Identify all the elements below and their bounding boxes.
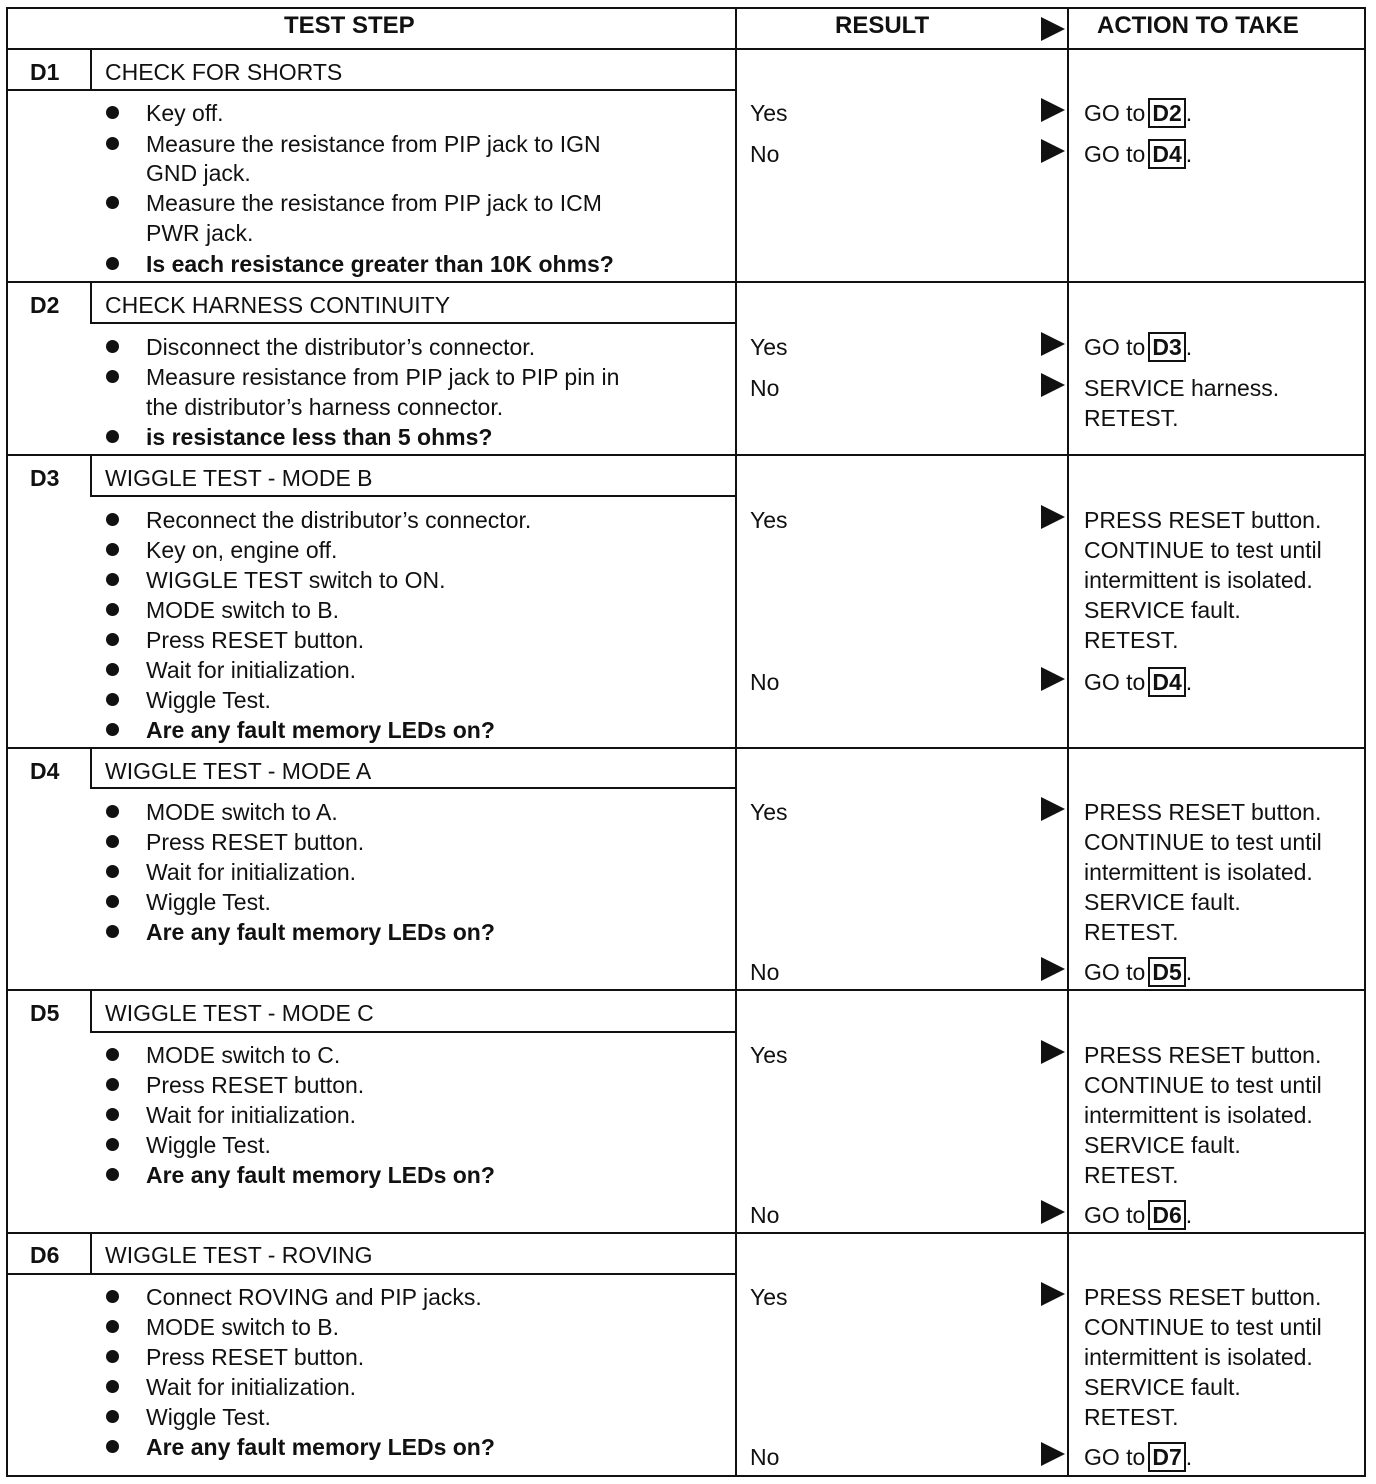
row-divider-d5 (6, 989, 1366, 991)
column-divider-result (735, 7, 737, 1477)
action-yes-d1 (1084, 100, 1192, 127)
bullet-icon (106, 693, 119, 706)
code-divider-d2 (90, 282, 92, 322)
table-border-right (1364, 7, 1366, 1477)
bullet-icon (106, 663, 119, 676)
step-code-d4: D4 (30, 758, 60, 784)
step-d5-item-3: Wait for initialization. (146, 1102, 357, 1128)
step-ref-d2[interactable]: D2 (1148, 98, 1185, 128)
step-d1-item-2-cont: GND jack. (146, 160, 251, 186)
result-yes-d1: Yes (750, 100, 788, 126)
bullet-icon (106, 137, 119, 150)
action-no-d4 (1084, 959, 1192, 986)
result-no-d1: No (750, 141, 780, 167)
result-yes-d3: Yes (750, 507, 788, 533)
action-no-d3 (1084, 669, 1192, 696)
bullet-icon (106, 1078, 119, 1091)
arrow-right-icon (1041, 1282, 1065, 1306)
step-d2-item-2-cont: the distributor’s harness connector. (146, 394, 504, 420)
step-d3-item-6: Wait for initialization. (146, 657, 357, 683)
bullet-icon (106, 895, 119, 908)
step-d1-question: Is each resistance greater than 10K ohms? (146, 251, 614, 277)
header-action: ACTION TO TAKE (1097, 12, 1299, 39)
arrow-right-icon (1041, 139, 1065, 163)
title-underline-d5 (90, 1031, 735, 1033)
step-d2-question: is resistance less than 5 ohms? (146, 424, 493, 450)
arrow-right-icon (1041, 332, 1065, 356)
arrow-right-icon (1041, 1442, 1065, 1466)
action-yes-d5-line-5: RETEST. (1084, 1162, 1179, 1188)
title-underline-d6 (6, 1273, 735, 1275)
arrow-right-icon (1041, 957, 1065, 981)
bullet-icon (106, 603, 119, 616)
result-no-d3: No (750, 669, 780, 695)
step-d5-item-4: Wiggle Test. (146, 1132, 271, 1158)
action-yes-d4-line-3: intermittent is isolated. (1084, 859, 1313, 885)
bullet-icon (106, 430, 119, 443)
step-d4-item-3: Wait for initialization. (146, 859, 357, 885)
bullet-icon (106, 1440, 119, 1453)
step-ref-d4[interactable]: D4 (1148, 667, 1185, 697)
bullet-icon (106, 723, 119, 736)
step-code-d3: D3 (30, 465, 60, 491)
step-d4-item-2: Press RESET button. (146, 829, 365, 855)
bullet-icon (106, 1048, 119, 1061)
step-d6-item-2: MODE switch to B. (146, 1314, 339, 1340)
action-text: GO to (1084, 669, 1146, 695)
step-d3-item-5: Press RESET button. (146, 627, 365, 653)
result-no-d2: No (750, 375, 780, 401)
action-yes-d5-line-4: SERVICE fault. (1084, 1132, 1241, 1158)
bullet-icon (106, 1380, 119, 1393)
step-title-d1: CHECK FOR SHORTS (105, 59, 343, 85)
arrow-right-icon (1041, 667, 1065, 691)
step-d5-item-1: MODE switch to C. (146, 1042, 341, 1068)
step-title-d2: CHECK HARNESS CONTINUITY (105, 292, 451, 318)
bullet-icon (106, 805, 119, 818)
action-yes-d6-line-5: RETEST. (1084, 1404, 1179, 1430)
bullet-icon (106, 196, 119, 209)
bullet-icon (106, 925, 119, 938)
step-d6-item-4: Wait for initialization. (146, 1374, 357, 1400)
bullet-icon (106, 1320, 119, 1333)
action-period: . (1185, 334, 1193, 360)
action-yes-d6-line-1: PRESS RESET button. (1084, 1284, 1322, 1310)
column-divider-action (1067, 7, 1069, 1477)
action-yes-d2 (1084, 334, 1192, 361)
step-code-d2: D2 (30, 292, 60, 318)
bullet-icon (106, 573, 119, 586)
code-divider-d5 (90, 990, 92, 1031)
title-underline-d4 (90, 787, 735, 789)
action-period: . (1185, 1202, 1193, 1228)
table-border-bottom (6, 1475, 1366, 1477)
bullet-icon (106, 1290, 119, 1303)
action-yes-d3-line-1: PRESS RESET button. (1084, 507, 1322, 533)
code-divider-d6 (90, 1233, 92, 1273)
step-d1-item-3: Measure the resistance from PIP jack to ICM (146, 190, 602, 216)
action-yes-d6-line-2: CONTINUE to test until (1084, 1314, 1322, 1340)
step-d4-question: Are any fault memory LEDs on? (146, 919, 495, 945)
table-border-left (6, 7, 8, 1477)
action-no-d6 (1084, 1444, 1192, 1471)
step-ref-d4[interactable]: D4 (1148, 139, 1185, 169)
header-test-step: TEST STEP (284, 12, 415, 39)
step-title-d6: WIGGLE TEST - ROVING (105, 1242, 373, 1268)
bullet-icon (106, 543, 119, 556)
title-underline-d1 (6, 89, 735, 91)
action-no-d5 (1084, 1202, 1192, 1229)
title-underline-d2 (90, 322, 735, 324)
step-d3-item-2: Key on, engine off. (146, 537, 338, 563)
arrow-right-icon (1041, 98, 1065, 122)
header-arrow-icon (1041, 17, 1065, 41)
action-period: . (1185, 669, 1193, 695)
action-text: GO to (1084, 1202, 1146, 1228)
step-title-d3: WIGGLE TEST - MODE B (105, 465, 373, 491)
step-title-d5: WIGGLE TEST - MODE C (105, 1000, 374, 1026)
arrow-right-icon (1041, 373, 1065, 397)
action-no-d2-line-1: SERVICE harness. (1084, 375, 1280, 401)
action-no-d2-line-2: RETEST. (1084, 405, 1179, 431)
code-divider-d4 (90, 748, 92, 787)
step-title-d4: WIGGLE TEST - MODE A (105, 758, 372, 784)
header-divider (6, 48, 1366, 50)
result-yes-d6: Yes (750, 1284, 788, 1310)
action-yes-d5-line-3: intermittent is isolated. (1084, 1102, 1313, 1128)
step-d3-item-7: Wiggle Test. (146, 687, 271, 713)
result-no-d4: No (750, 959, 780, 985)
bullet-icon (106, 835, 119, 848)
arrow-right-icon (1041, 1040, 1065, 1064)
bullet-icon (106, 370, 119, 383)
step-d1-item-3-cont: PWR jack. (146, 220, 254, 246)
bullet-icon (106, 633, 119, 646)
bullet-icon (106, 257, 119, 270)
step-ref-d5[interactable]: D5 (1148, 957, 1185, 987)
row-divider-d4 (6, 747, 1366, 749)
action-no-d1 (1084, 141, 1192, 168)
step-code-d5: D5 (30, 1000, 60, 1026)
step-ref-d3[interactable]: D3 (1148, 332, 1185, 362)
bullet-icon (106, 1138, 119, 1151)
row-divider-d3 (6, 454, 1366, 456)
step-d6-item-3: Press RESET button. (146, 1344, 365, 1370)
action-period: . (1185, 141, 1193, 167)
table-border-top (6, 7, 1366, 9)
step-d3-item-1: Reconnect the distributor’s connector. (146, 507, 532, 533)
action-yes-d4-line-2: CONTINUE to test until (1084, 829, 1322, 855)
action-yes-d3-line-4: SERVICE fault. (1084, 597, 1241, 623)
action-yes-d4-line-4: SERVICE fault. (1084, 889, 1241, 915)
step-code-d6: D6 (30, 1242, 60, 1268)
step-d4-item-1: MODE switch to A. (146, 799, 338, 825)
action-text: GO to (1084, 959, 1146, 985)
bullet-icon (106, 513, 119, 526)
action-yes-d3-line-2: CONTINUE to test until (1084, 537, 1322, 563)
step-ref-d6[interactable]: D6 (1148, 1200, 1185, 1230)
action-yes-d6-line-4: SERVICE fault. (1084, 1374, 1241, 1400)
action-text: GO to (1084, 334, 1146, 360)
step-ref-d7[interactable]: D7 (1148, 1442, 1185, 1472)
bullet-icon (106, 1168, 119, 1181)
bullet-icon (106, 865, 119, 878)
arrow-right-icon (1041, 1200, 1065, 1224)
code-divider-d1 (90, 49, 92, 89)
title-underline-d3 (90, 495, 735, 497)
result-yes-d5: Yes (750, 1042, 788, 1068)
action-text: GO to (1084, 100, 1146, 126)
action-period: . (1185, 1444, 1193, 1470)
bullet-icon (106, 340, 119, 353)
result-yes-d4: Yes (750, 799, 788, 825)
arrow-right-icon (1041, 797, 1065, 821)
step-d3-item-4: MODE switch to B. (146, 597, 339, 623)
action-yes-d6-line-3: intermittent is isolated. (1084, 1344, 1313, 1370)
action-yes-d3-line-5: RETEST. (1084, 627, 1179, 653)
bullet-icon (106, 1410, 119, 1423)
arrow-right-icon (1041, 505, 1065, 529)
action-yes-d4-line-1: PRESS RESET button. (1084, 799, 1322, 825)
row-divider-d6 (6, 1232, 1366, 1234)
step-d2-item-2: Measure resistance from PIP jack to PIP pin in (146, 364, 620, 390)
step-code-d1: D1 (30, 59, 60, 85)
bullet-icon (106, 106, 119, 119)
header-result: RESULT (835, 12, 930, 39)
action-yes-d3-line-3: intermittent is isolated. (1084, 567, 1313, 593)
bullet-icon (106, 1108, 119, 1121)
step-d6-item-5: Wiggle Test. (146, 1404, 271, 1430)
step-d3-question: Are any fault memory LEDs on? (146, 717, 495, 743)
action-period: . (1185, 959, 1193, 985)
step-d1-item-1: Key off. (146, 100, 224, 126)
step-d5-item-2: Press RESET button. (146, 1072, 365, 1098)
result-no-d6: No (750, 1444, 780, 1470)
action-yes-d4-line-5: RETEST. (1084, 919, 1179, 945)
action-text: GO to (1084, 1444, 1146, 1470)
action-text: GO to (1084, 141, 1146, 167)
code-divider-d3 (90, 455, 92, 495)
row-divider-d2 (6, 281, 1366, 283)
bullet-icon (106, 1350, 119, 1363)
step-d3-item-3: WIGGLE TEST switch to ON. (146, 567, 446, 593)
action-period: . (1185, 100, 1193, 126)
action-yes-d5-line-1: PRESS RESET button. (1084, 1042, 1322, 1068)
step-d4-item-4: Wiggle Test. (146, 889, 271, 915)
step-d5-question: Are any fault memory LEDs on? (146, 1162, 495, 1188)
result-yes-d2: Yes (750, 334, 788, 360)
result-no-d5: No (750, 1202, 780, 1228)
step-d6-question: Are any fault memory LEDs on? (146, 1434, 495, 1460)
action-yes-d5-line-2: CONTINUE to test until (1084, 1072, 1322, 1098)
step-d1-item-2: Measure the resistance from PIP jack to IGN (146, 131, 601, 157)
step-d2-item-1: Disconnect the distributor’s connector. (146, 334, 536, 360)
step-d6-item-1: Connect ROVING and PIP jacks. (146, 1284, 482, 1310)
